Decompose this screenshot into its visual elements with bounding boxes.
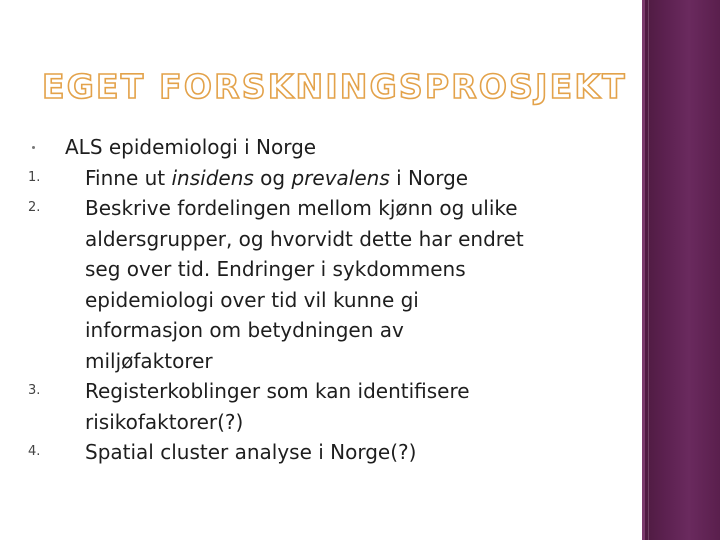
item-line: miljøfaktorer	[85, 348, 213, 373]
item-line: Beskrive fordelingen mellom kjønn og ulike	[85, 196, 518, 220]
list-number: 2.	[28, 200, 41, 215]
item-line: risikofaktorer(?)	[85, 409, 244, 434]
item-line: seg over tid. Endringer i sykdommens	[85, 257, 466, 281]
item-line: Registerkoblinger som kan identifisere	[85, 379, 470, 403]
content-list	[28, 132, 628, 468]
list-number: 4.	[28, 444, 41, 459]
list-item-2	[28, 193, 628, 376]
item-text-part: og	[253, 165, 292, 190]
item-line: Spatial cluster analyse i Norge(?)	[85, 440, 417, 464]
list-item-4	[28, 437, 628, 468]
item-text-italic: prevalens	[291, 165, 390, 190]
item-text-italic: insidens	[171, 165, 254, 190]
decorative-side-band	[642, 0, 720, 540]
item-line: informasjon om betydningen av	[85, 318, 404, 342]
item-line: epidemiologi over tid vil kunne gi	[85, 287, 419, 312]
bullet-item	[28, 132, 628, 163]
item-text	[85, 166, 468, 190]
list-number: 1.	[28, 169, 41, 185]
list-item-1	[28, 163, 628, 194]
item-text-part: Finne ut	[85, 165, 172, 190]
bullet-text: ALS epidemiologi i Norge	[65, 135, 317, 159]
list-item-3	[28, 376, 628, 437]
slide-title: EGET FORSKNINGSPROSJEKT	[42, 67, 627, 106]
bullet-icon	[32, 146, 35, 149]
item-line: aldersgrupper, og hvorvidt dette har endret	[85, 226, 524, 251]
item-text-part: i Norge	[389, 165, 469, 190]
list-number: 3.	[28, 383, 41, 398]
